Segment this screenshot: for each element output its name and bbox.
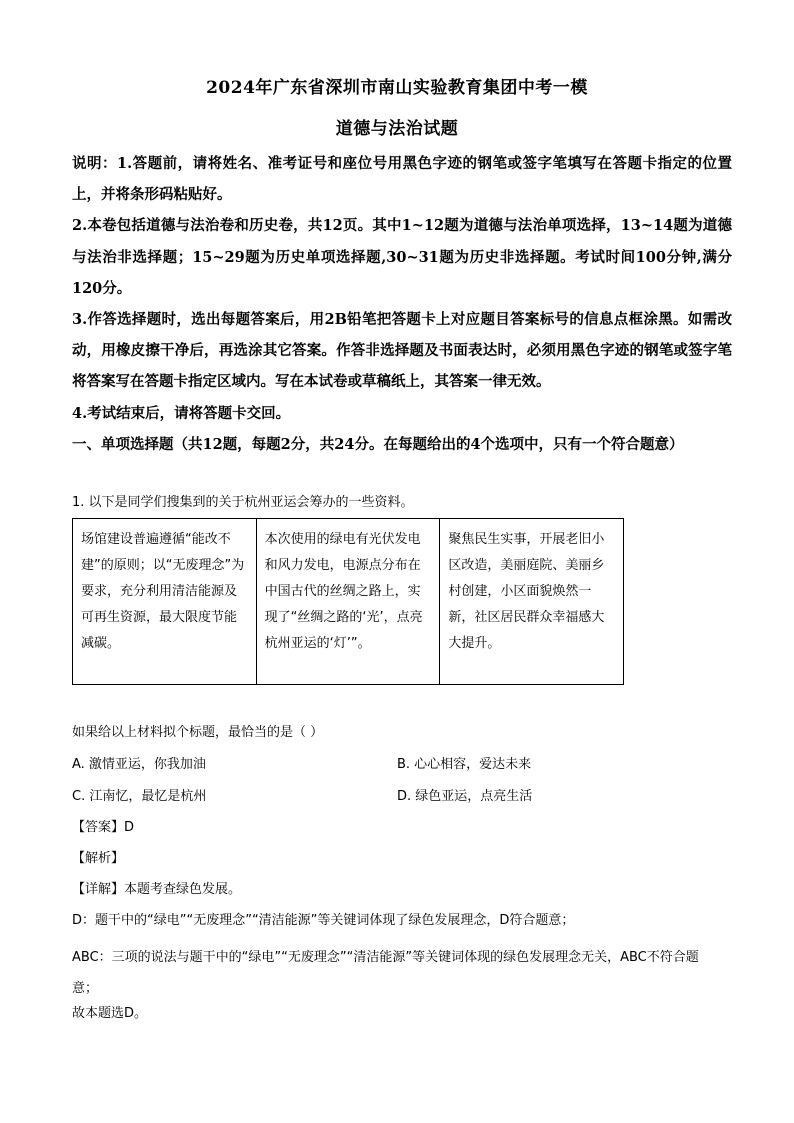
option-c: C. 江南忆，最忆是杭州 — [72, 789, 207, 804]
option-d: D. 绿色亚运，点亮生活 — [397, 789, 533, 804]
material-table — [72, 518, 624, 685]
exam-title: 2024年广东省深圳市南山实验教育集团中考一模 — [206, 78, 588, 98]
analysis-label: 【解析】 — [72, 851, 125, 866]
material-row — [73, 519, 624, 685]
question-stem: 如果给以上材料拟个标题，最恰当的是（ ） — [72, 725, 324, 740]
options-abc-explanation: ABC：三项的说法与题干中的“绿电”“无废理念”“清洁能源”等关键词体现的绿色发展理念无关，ABC不符合题意； — [72, 950, 699, 996]
material-cell-3: 聚焦民生实事，开展老旧小区改造，美丽庭院、美丽乡村创建，小区面貌焕然一新，社区居民群众幸福感大大提升。 — [440, 519, 624, 685]
answer: 【答案】D — [72, 820, 135, 835]
instruction-1: 说明：1.答题前，请将姓名、准考证号和座位号用黑色字迹的钢笔或签字笔填写在答题卡指定的位置上，并将条形码粘贴好。 — [72, 155, 732, 204]
exam-subtitle: 道德与法治试题 — [335, 119, 459, 139]
section-heading: 一、单项选择题（共12题，每题2分，共24分。在每题给出的4个选项中，只有一个符合题意） — [72, 435, 684, 453]
conclusion: 故本题选D。 — [72, 1006, 148, 1021]
question-intro: 1. 以下是同学们搜集到的关于杭州亚运会筹办的一些资料。 — [72, 495, 414, 510]
instructions — [72, 148, 732, 460]
instruction-4: 4.考试结束后，请将答题卡交回。 — [72, 404, 291, 422]
detail-explanation: 【详解】本题考查绿色发展。 — [72, 882, 242, 897]
instruction-2: 2.本卷包括道德与法治卷和历史卷，共12页。其中1~12题为道德与法治单项选择，13~14题为道德与法治非选择题；15~29题为历史单项选择题,30~31题为历史非选择题。考试时间100分钟,满分120分。 — [72, 217, 732, 297]
option-d-explanation: D：题干中的“绿电”“无废理念”“清洁能源”等关键词体现了绿色发展理念，D符合题意； — [72, 913, 575, 928]
material-cell-2: 本次使用的绿电有光伏发电和风力发电，电源点分布在中国古代的丝绸之路上，实现了“丝绸之路的‘光’，点亮杭州亚运的‘灯’”。 — [256, 519, 440, 685]
option-b: B. 心心相容，爱达未来 — [397, 757, 532, 772]
option-a: A. 激情亚运，你我加油 — [72, 757, 206, 772]
instruction-3: 3.作答选择题时，选出每题答案后，用2B铅笔把答题卡上对应题目答案标号的信息点框涂黑。如需改动，用橡皮擦干净后，再选涂其它答案。作答非选择题及书面表达时，必须用黑色字迹的钢笔或签字笔将答案写在答题卡指定区域内。写在本试卷或草稿纸上，其答案一律无效。 — [72, 311, 732, 391]
material-cell-1: 场馆建设普遍遵循“能改不建”的原则；以“无废理念”为要求，充分利用清洁能源及可再生资源，最大限度节能减碳。 — [73, 519, 257, 685]
